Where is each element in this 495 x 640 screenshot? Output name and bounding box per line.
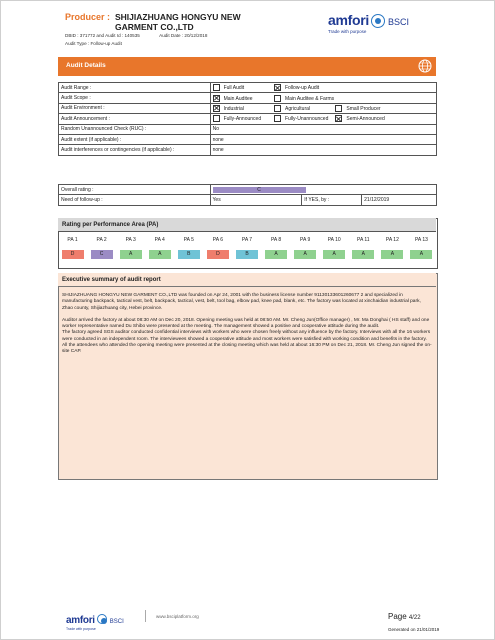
audit-details-bar (58, 57, 436, 76)
pa-rating-title: Rating per Performance Area (PA) (62, 222, 159, 228)
checkbox-checked-icon (274, 84, 281, 91)
pa-label: PA 6 (212, 237, 223, 243)
follow-up-row (59, 195, 437, 205)
producer-label: Producer : (65, 12, 111, 22)
audit-extent-row (59, 134, 437, 144)
pa-label: PA 1 (67, 237, 78, 243)
pa-grade-badge: A (381, 250, 403, 259)
logo-suffix: BSCI (388, 17, 410, 27)
checkbox-icon (274, 115, 281, 122)
bsci-badge-icon (97, 614, 107, 624)
row-label: Audit Announcement : (59, 114, 211, 124)
executive-summary-text (62, 293, 432, 362)
audit-announcement-row (59, 114, 437, 124)
summary-paragraph: SHIJIAZHUANG HONGYU NEW GARMENT CO.,LTD was founded on Apr 24, 2001 with the business license number 91130133601260677 2 and specialized in manufacturing backpack, tactical vest, belt, backpack, tactical, vest, belt, tool bag, elbow pad, knee pad, blank, etc. The factory was located at xinchaidian industrial park, Zhao county, Shijiazhuang city, Hebei province. (62, 293, 421, 311)
checkbox-checked-icon (213, 105, 220, 112)
pa-grade-badge: A (120, 250, 142, 259)
checkbox-icon (213, 115, 220, 122)
pa-grade-badge: A (352, 250, 374, 259)
option-small-producer: Small Producer (335, 105, 380, 112)
interferences-value: none (210, 145, 436, 155)
producer-name: SHIJIAZHUANG HONGYU NEW GARMENT CO.,LTD (115, 12, 241, 32)
option-fully-announced: Fully-Announced (213, 115, 273, 122)
rating-table (58, 184, 437, 206)
option-main-auditee: Main Auditee (213, 95, 273, 102)
row-label: Audit Scope : (59, 93, 211, 103)
pa-label: PA 10 (327, 237, 341, 243)
footer-logo-suffix: BSCI (109, 619, 124, 625)
option-semi-announced: Semi-Announced (335, 115, 384, 122)
pa-label: PA 11 (356, 237, 370, 243)
pa-label: PA 7 (241, 237, 253, 243)
checkbox-icon (274, 95, 281, 102)
pa-label: PA 4 (154, 237, 165, 243)
checkbox-checked-icon (335, 115, 342, 122)
extent-value: none (210, 134, 436, 144)
pa-grade-badge: A (265, 250, 287, 259)
audit-range-row (59, 83, 437, 93)
audit-scope-row (59, 93, 437, 103)
footer-logo-name: amfori (66, 615, 95, 626)
overall-rating-badge: C (213, 187, 306, 193)
row-label: Audit interferences or contingencies (if applicable) : (59, 145, 211, 155)
overall-rating-row (59, 185, 437, 195)
checkbox-checked-icon (213, 95, 220, 102)
footer-divider (145, 610, 146, 622)
follow-up-value: Yes (210, 195, 302, 205)
audit-environment-row (59, 103, 437, 113)
audit-ids (65, 33, 207, 38)
option-full-audit: Full Audit (213, 84, 273, 91)
row-label: Random Unannounced Check (RUC) : (59, 124, 211, 134)
row-label: Need of follow-up : (59, 195, 211, 205)
audit-interferences-row (59, 145, 437, 155)
checkbox-icon (335, 105, 342, 112)
pa-grade-badge: B (178, 250, 200, 259)
summary-paragraph: Auditor arrived the factory at about 08:30 AM on Dec 20, 2018. Opening meeting was held at 08:50 AM. Mr. Cheng Jun(Office manager) , Mr. Ma Donghai ( HS staff) and one worker representative named Du Shibo were presented at the meeting. The management showed a positive and cooperative attitude during the audit. The factory agreed SGS auditor conducted confidential interviews with workers who were chosen freely without any influence by the factory. Interviews with all the 16 workers were conducted in an independent room. The interviewees showed a cooperative attitude and most workers were satisfied with working condition and benefits in the factory. All the attendees who attended the opening meeting were presented at the closing meeting which was held at about 16:30 PM on Dec 21, 2018. Mr. Cheng Jun signed the on-site CAP. (62, 317, 432, 355)
pa-label: PA 9 (300, 237, 311, 243)
pa-grade-badge: D (62, 250, 84, 259)
pa-grade-badge: A (149, 250, 171, 259)
pa-grade-badge: B (236, 250, 258, 259)
row-label: Overall rating : (59, 185, 211, 195)
pa-label: PA 8 (270, 237, 282, 243)
pa-grade-badge: C (91, 250, 113, 259)
row-label: Audit Range : (59, 83, 211, 93)
page-label: Page (388, 612, 407, 621)
globe-icon (418, 59, 432, 73)
option-agricultural: Agricultural (274, 105, 334, 112)
page-number (388, 612, 421, 621)
footer-logo-tagline: Trade with purpose (66, 627, 96, 631)
page-count: 4/22 (408, 615, 421, 621)
footer-url[interactable]: www.bsciplatform.org (156, 614, 199, 619)
executive-summary-title: Executive summary of audit report (62, 277, 161, 283)
if-yes-label: If YES, by : (302, 195, 362, 205)
amfori-logo (328, 12, 409, 34)
pa-grade-badge: A (323, 250, 345, 259)
pa-label: PA 13 (414, 237, 428, 243)
pa-grade-badge: D (207, 250, 229, 259)
generated-date: Generated on 21/01/2019 (388, 627, 440, 632)
pa-grade-badge: A (410, 250, 432, 259)
option-follow-up-audit: Follow-up Audit (274, 84, 319, 91)
checkbox-icon (274, 105, 281, 112)
pa-label: PA 12 (385, 237, 399, 243)
footer-amfori-logo (66, 610, 124, 631)
bsci-badge-icon (371, 14, 385, 28)
pa-label: PA 2 (96, 237, 107, 243)
option-main-auditee-farms: Main Auditee & Farms (274, 95, 334, 102)
audit-type: Audit Type : Follow-up Audit (65, 41, 122, 46)
ruc-row (59, 124, 437, 134)
option-industrial: Industrial (213, 105, 273, 112)
audit-date: Audit Date : 20/12/2018 (159, 33, 208, 38)
audit-details-table (58, 82, 437, 156)
audit-details-title: Audit Details (66, 62, 106, 69)
row-label: Audit Environment : (59, 103, 211, 113)
pa-label: PA 3 (125, 237, 136, 243)
row-label: Audit extent (if applicable) : (59, 134, 211, 144)
logo-tagline: Trade with purpose (328, 29, 367, 34)
logo-name: amfori (328, 12, 369, 28)
pa-grade-badge: A (294, 250, 316, 259)
ruc-value: No (210, 124, 436, 134)
dbid-line: DBID : 371772 and Audit Id : 140535 (65, 33, 140, 38)
option-fully-unannounced: Fully-Unannounced (274, 115, 334, 122)
if-yes-date: 21/12/2019 (362, 195, 437, 205)
pa-label: PA 5 (183, 237, 194, 243)
checkbox-icon (213, 84, 220, 91)
